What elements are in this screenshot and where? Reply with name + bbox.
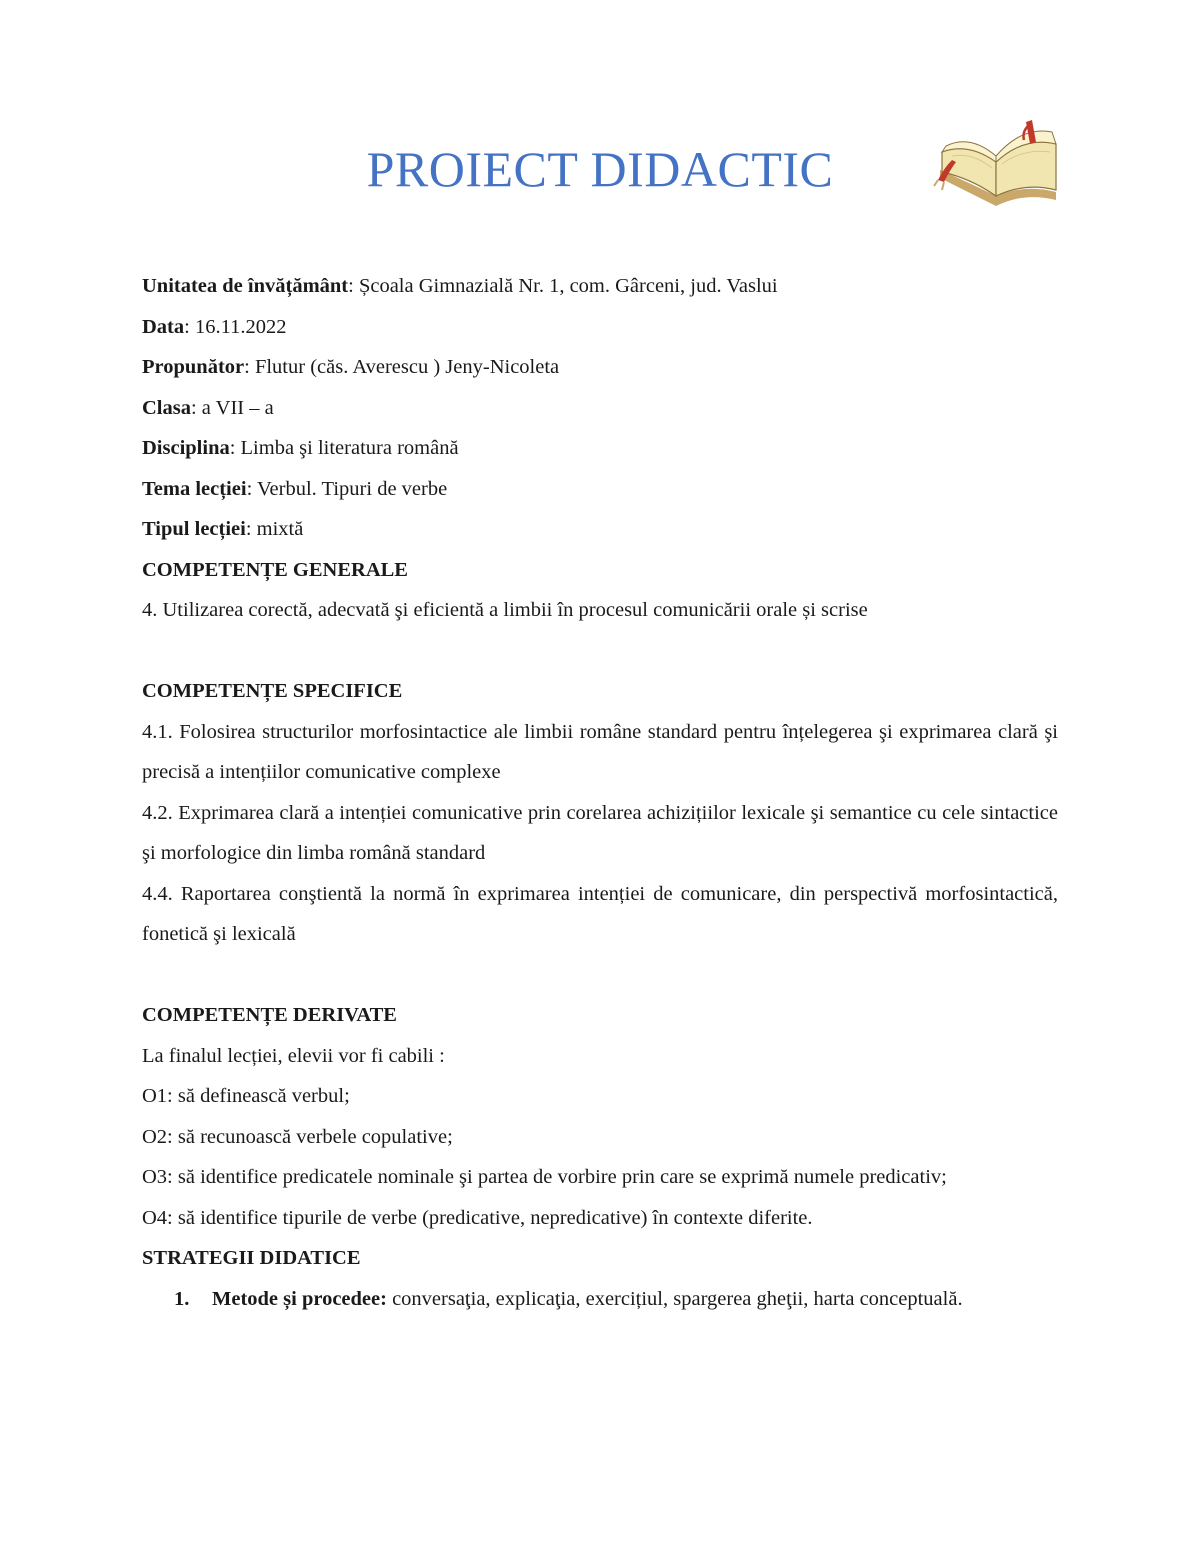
info-discipline: Disciplina: Limba şi literatura română	[142, 437, 459, 459]
info-date: Data: 16.11.2022	[142, 315, 287, 338]
general-competences-heading: COMPETENȚE GENERALE	[142, 558, 408, 581]
info-class: Clasa: a VII – a	[142, 396, 274, 419]
derived-competences-heading: COMPETENȚE DERIVATE	[142, 1004, 397, 1026]
specific-competence-item: 4.1. Folosirea structurilor morfosintactice ale limbii române standard pentru înțelegerea şi exprimarea clară şi precisă a intențiilor comunicative complexe	[142, 720, 1058, 783]
specific-competence-item: 4.4. Raportarea conştientă la normă în exprimarea intenției de comunicare, din perspectivă morfosintactică, fonetică şi lexicală	[142, 882, 1058, 945]
info-unit: Unitatea de învățământ: Școala Gimnazială Nr. 1, com. Gârceni, jud. Vaslui	[142, 275, 778, 297]
strategies-heading: STRATEGII DIDATICE	[142, 1247, 361, 1269]
strategy-list-item	[142, 1279, 1058, 1320]
spacer	[142, 955, 1058, 996]
strategy-label: Metode și procedee:	[212, 1287, 387, 1310]
derived-objective-item: O2: să recunoască verbele copulative;	[142, 1125, 453, 1148]
derived-competences-intro: La finalul lecției, elevii vor fi cabili :	[142, 1044, 445, 1067]
derived-objective-item: O3: să identifice predicatele nominale şi partea de vorbire prin care se exprimă numele predicativ;	[142, 1166, 947, 1188]
specific-competence-item: 4.2. Exprimarea clară a intenției comunicative prin corelarea achizițiilor lexicale şi semantice cu cele sintactice şi morfologice din limba română standard	[142, 801, 1058, 864]
derived-objective-item: O1: să definească verbul;	[142, 1085, 350, 1107]
info-type: Tipul lecției: mixtă	[142, 518, 304, 540]
derived-objective-item: O4: să identifice tipurile de verbe (predicative, nepredicative) în contexte diferite.	[142, 1206, 813, 1229]
general-competence-item: 4. Utilizarea corectă, adecvată şi eficientă a limbii în procesul comunicării orale și scrise	[142, 599, 868, 621]
strategy-number: 1.	[174, 1287, 190, 1310]
specific-competences-heading: COMPETENȚE SPECIFICE	[142, 680, 403, 702]
spacer	[142, 631, 1058, 672]
open-book-icon	[932, 112, 1062, 212]
document-body	[142, 266, 1058, 1319]
strategy-text: conversaţia, explicaţia, exercițiul, spargerea gheţii, harta conceptuală.	[386, 1287, 963, 1310]
info-theme: Tema lecției: Verbul. Tipuri de verbe	[142, 477, 448, 500]
info-proposer: Propunător: Flutur (căs. Averescu ) Jeny-Nicoleta	[142, 356, 560, 378]
document-title: PROIECT DIDACTIC	[366, 141, 834, 197]
